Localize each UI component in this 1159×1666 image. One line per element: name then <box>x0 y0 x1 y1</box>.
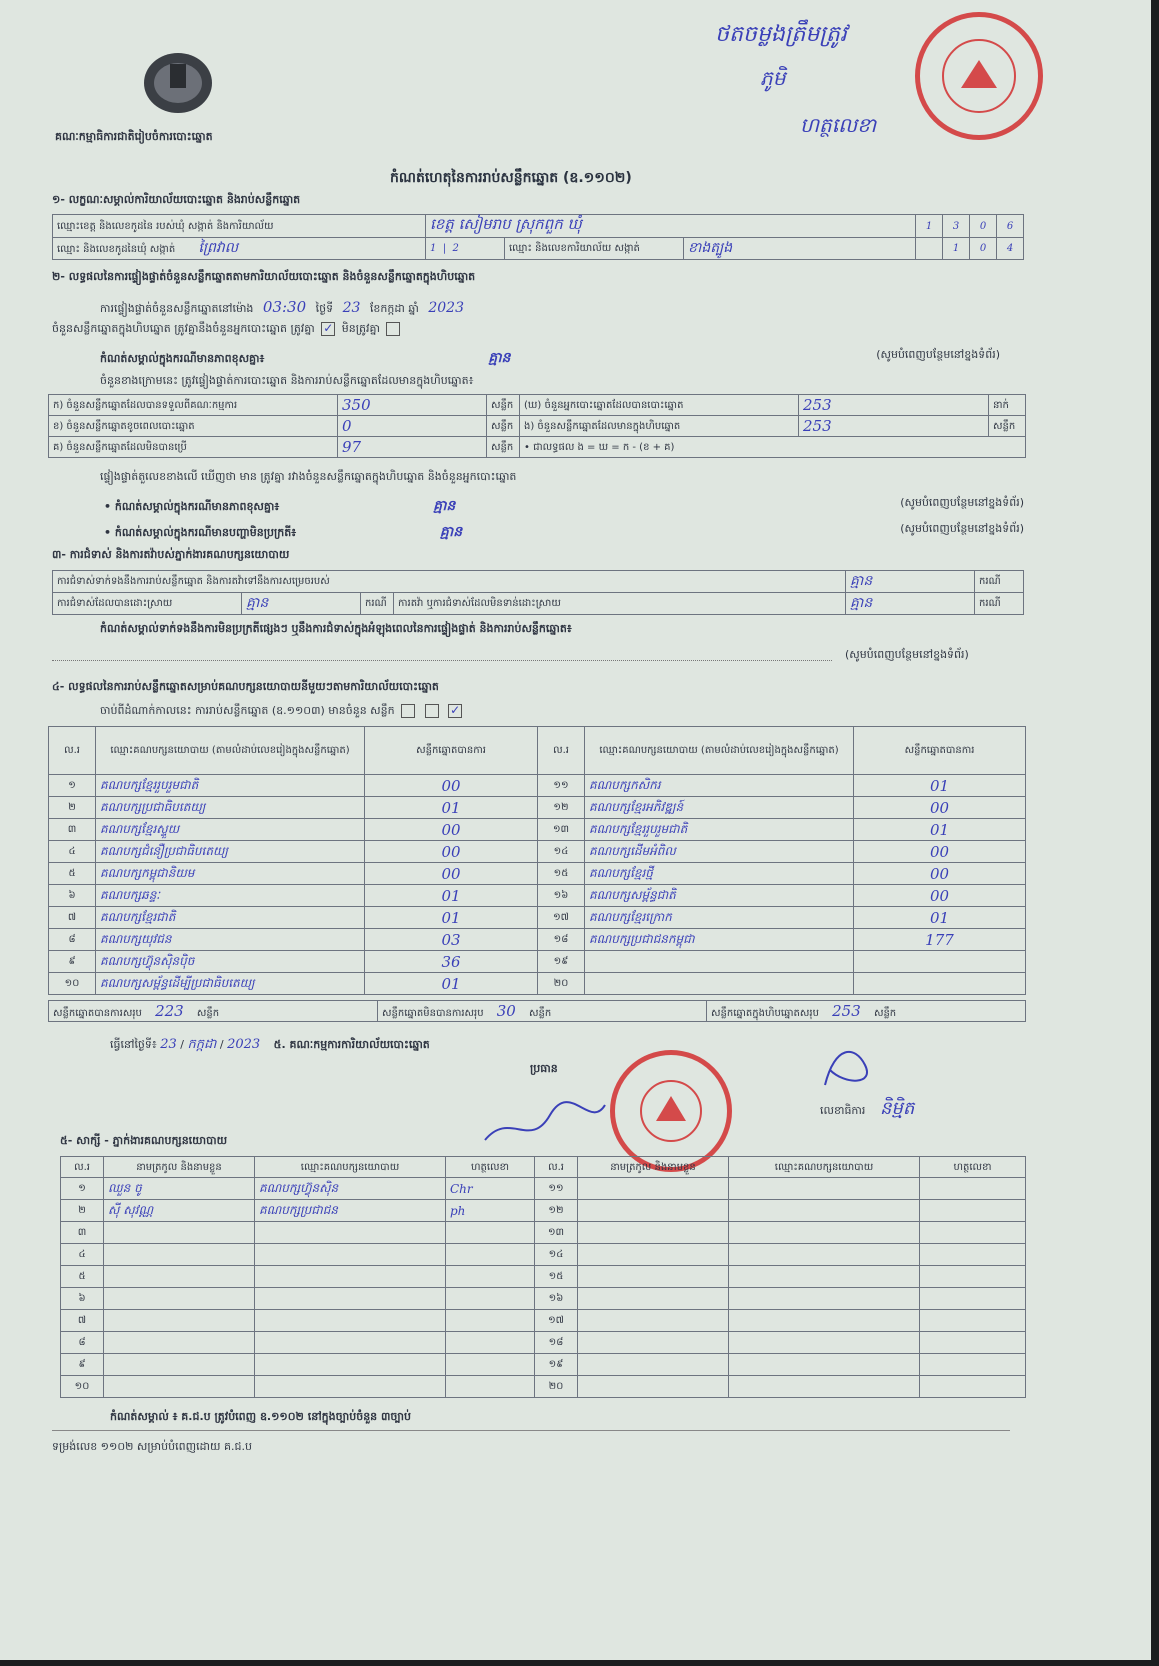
chief-label: ប្រធាន <box>530 1062 558 1075</box>
result-party: គណបក្សកសិករ <box>585 775 854 797</box>
result-votes <box>854 951 1026 973</box>
witness-signature[interactable] <box>446 1222 535 1244</box>
table-row <box>49 819 1026 841</box>
reason-label: កំណត់សម្គាល់ក្នុងករណីមានភាពខុសគ្នា៖ <box>100 352 265 365</box>
resolved-label: ការជំទាស់ដែលបានដោះស្រាយ <box>53 593 242 615</box>
witness-signature[interactable] <box>446 1376 535 1398</box>
witness-no: ២០ <box>535 1376 578 1398</box>
witness-name <box>578 1244 729 1266</box>
month-label: ខែកក្កដា <box>369 302 405 315</box>
secretary-label: លេខាធិការ <box>820 1104 866 1117</box>
witness-name <box>104 1376 255 1398</box>
witness-party <box>255 1310 446 1332</box>
col-no-header: ល.រ <box>538 727 585 775</box>
witness-no: ២ <box>61 1200 104 1222</box>
witness-no: ១០ <box>61 1376 104 1398</box>
witness-signature[interactable] <box>920 1332 1026 1354</box>
unresolved-value: គ្មាន <box>846 593 975 615</box>
result-party: គណបក្សហ៊្វុនស៊ិនប៉ិច <box>96 951 365 973</box>
result-no: ២០ <box>538 973 585 995</box>
day-label: ថ្ងៃទី <box>315 302 334 315</box>
col-party-header: ឈ្មោះគណបក្សនយោបាយ <box>729 1157 920 1178</box>
result-no: ១ <box>49 775 96 797</box>
result-votes: 36 <box>365 951 538 973</box>
table-row <box>49 951 1026 973</box>
objection-value: គ្មាន <box>846 571 975 593</box>
table-row <box>49 907 1026 929</box>
sheet-checkbox-2[interactable] <box>425 704 439 718</box>
bullet-1-note: (សូមបំពេញបន្ថែមនៅខ្នងទំព័រ) <box>900 496 1024 509</box>
total-valid-label: សន្លឹកឆ្នោតបានការសរុប <box>53 1007 142 1019</box>
col-no-header: ល.រ <box>61 1157 104 1178</box>
result-votes: 00 <box>854 841 1026 863</box>
objection-unit: ករណី <box>975 571 1024 593</box>
witness-signature[interactable] <box>920 1200 1026 1222</box>
section-3-note: (សូមបំពេញបន្ថែមនៅខ្នងទំព័រ) <box>845 648 969 661</box>
section-2-title: ២- លទ្ធផលនៃការផ្ទៀងផ្ទាត់ចំនួនសន្លឹកឆ្នោតតាមការិយាល័យបោះឆ្នោត និងចំនួនសន្លឹកឆ្នោតក្នុងហិបឆ្នោត <box>52 270 476 283</box>
count-value: 97 <box>338 437 487 458</box>
code-digit: 1 <box>916 215 943 238</box>
count-unit: សន្លឹក <box>487 395 520 416</box>
witness-party: គណបក្សហ៊្វុនស៊ិន <box>255 1178 446 1200</box>
result-no: ១១ <box>538 775 585 797</box>
result-party: គណបក្សសម្ព័ន្ធដើម្បីប្រជាធិបតេយ្យ <box>96 973 365 995</box>
unit: សន្លឹក <box>873 1007 897 1019</box>
unresolved-unit: ករណី <box>975 593 1024 615</box>
witness-party <box>729 1332 920 1354</box>
after-line: ផ្ទៀងផ្ទាត់តួលេខខាងលើ ឃើញថា មាន ត្រូវគ្នា រវាងចំនួនសន្លឹកឆ្នោតក្នុងហិបឆ្នោត និងចំនួនអ្នកបោះឆ្នោត <box>100 470 517 483</box>
table-row <box>49 929 1026 951</box>
result-no: ៥ <box>49 863 96 885</box>
witness-party: គណបក្សប្រជាជន <box>255 1200 446 1222</box>
witness-name <box>578 1376 729 1398</box>
code-digit: 3 <box>943 215 970 238</box>
result-no: ៦ <box>49 885 96 907</box>
official-seal-stamp <box>915 12 1043 140</box>
unit: សន្លឹក <box>529 1007 552 1019</box>
bullet-2-label: • កំណត់សម្គាល់ក្នុងករណីមានបញ្ហាមិនប្រក្រតី៖ <box>104 526 297 539</box>
col-votes-header: សន្លឹកឆ្នោតបានការ <box>854 727 1026 775</box>
resolved-unit: ករណី <box>361 593 394 615</box>
witness-party <box>255 1244 446 1266</box>
mismatch-checkbox[interactable] <box>386 322 400 336</box>
witness-name: ឈួន ចូ <box>104 1178 255 1200</box>
witness-no: ១៦ <box>535 1288 578 1310</box>
commune-label-text: ឈ្មោះ និងលេខកូដនៃឃុំ សង្កាត់ <box>57 244 176 255</box>
witness-name <box>104 1222 255 1244</box>
witness-name <box>578 1266 729 1288</box>
result-votes: 01 <box>365 885 538 907</box>
day-value: 23 <box>342 300 361 316</box>
result-party: គណបក្សខ្មែរក្រោក <box>585 907 854 929</box>
code-digit: 1 <box>430 243 437 254</box>
witness-no: ៤ <box>61 1244 104 1266</box>
table-row <box>61 1310 1026 1332</box>
result-party: គណបក្សខ្មែរថ្មី <box>585 863 854 885</box>
witness-party <box>255 1354 446 1376</box>
station-label: ឈ្មោះ និងលេខការិយាល័យ សង្កាត់ <box>505 238 684 260</box>
witness-signature[interactable] <box>446 1332 535 1354</box>
table-row <box>61 1332 1026 1354</box>
resolved-value: គ្មាន <box>242 593 361 615</box>
witness-party <box>255 1288 446 1310</box>
station-value: ខាងត្បូង <box>684 238 916 260</box>
counts-table <box>48 394 1026 458</box>
witness-signature[interactable]: Chr <box>446 1178 535 1200</box>
result-party: គណបក្សប្រជាធិបតេយ្យ <box>96 797 365 819</box>
witness-name <box>104 1266 255 1288</box>
section-1-title: ១- លក្ខណៈសម្គាល់ការិយាល័យបោះឆ្នោត និងរាប់សន្លឹកឆ្នោត <box>52 193 301 206</box>
result-no: ៧ <box>49 907 96 929</box>
result-party <box>585 973 854 995</box>
reason-note: (សូមបំពេញបន្ថែមនៅខ្នងទំព័រ) <box>876 348 1000 361</box>
result-party <box>585 951 854 973</box>
witness-signature[interactable] <box>920 1178 1026 1200</box>
table-row <box>49 841 1026 863</box>
emblem-icon <box>140 50 216 116</box>
witness-name <box>104 1244 255 1266</box>
match-text: ចំនួនសន្លឹកឆ្នោតក្នុងហិបឆ្នោត ត្រូវគ្នានឹងចំនួនអ្នកបោះឆ្នោត ត្រូវគ្នា <box>52 322 315 335</box>
witness-signature[interactable] <box>446 1310 535 1332</box>
count-value: 350 <box>338 395 487 416</box>
table-row <box>61 1200 1026 1222</box>
committee-seal-stamp <box>610 1050 732 1172</box>
witness-party <box>729 1266 920 1288</box>
result-no: ៣ <box>49 819 96 841</box>
col-no-header: ល.រ <box>49 727 96 775</box>
result-votes: 00 <box>854 863 1026 885</box>
date-day: 23 <box>160 1037 177 1052</box>
total-valid-cell <box>49 1001 378 1022</box>
section-3-title: ៣- ការជំទាស់ និងការតវ៉ាបស់ភ្នាក់ងារគណបក្សនយោបាយ <box>52 548 290 561</box>
section-4-intro-text: ចាប់ពីដំណាក់កាលនេះ ការរាប់សន្លឹកឆ្នោត (ឧ.១១០៣) មានចំនួន សន្លឹក <box>100 704 395 717</box>
secretary-signature <box>815 1040 875 1094</box>
result-no: ៩ <box>49 951 96 973</box>
witness-party <box>255 1266 446 1288</box>
section-2-intro: ចំនួនខាងក្រោមនេះ ត្រូវផ្ទៀងផ្ទាត់ការបោះឆ្នោត និងការរាប់សន្លឹកឆ្នោតដែលមានក្នុងហិបឆ្នោត៖ <box>100 374 474 387</box>
result-no: ១៥ <box>538 863 585 885</box>
handwritten-note-3: ហត្ថលេខា <box>800 113 877 137</box>
col-no-header: ល.រ <box>535 1157 578 1178</box>
table-row <box>61 1288 1026 1310</box>
witness-no: ១៨ <box>535 1332 578 1354</box>
witness-no: ១១ <box>535 1178 578 1200</box>
witness-signature[interactable] <box>920 1288 1026 1310</box>
result-no: ១៨ <box>538 929 585 951</box>
col-sign-header: ហត្ថលេខា <box>920 1157 1026 1178</box>
time-label: ការផ្ទៀងផ្ទាត់ចំនួនសន្លឹកឆ្នោតនៅម៉ោង <box>100 302 254 315</box>
dotted-line <box>52 650 832 661</box>
handwritten-note-2: ភូមិ <box>760 66 786 90</box>
match-line <box>52 322 403 338</box>
code-digit: 0 <box>970 215 997 238</box>
result-votes: 00 <box>365 841 538 863</box>
witness-no: ៨ <box>61 1332 104 1354</box>
witness-no: ១៣ <box>535 1222 578 1244</box>
witness-name <box>578 1288 729 1310</box>
witness-signature[interactable] <box>446 1266 535 1288</box>
chief-signature <box>480 1090 610 1154</box>
commune-code: 1 | 2 <box>426 238 505 260</box>
witness-name <box>578 1332 729 1354</box>
table-row <box>61 1266 1026 1288</box>
total-invalid-cell <box>378 1001 707 1022</box>
witness-party <box>729 1200 920 1222</box>
unresolved-label: ការតវ៉ា ឬការជំទាស់ដែលមិនទាន់ដោះស្រាយ <box>394 593 846 615</box>
col-party-header: ឈ្មោះគណបក្សនយោបាយ <box>255 1157 446 1178</box>
date-year: 2023 <box>227 1037 261 1052</box>
results-table <box>48 726 1026 995</box>
count-label: ក) ចំនួនសន្លឹកឆ្នោតដែលបានទទួលពីគណៈកម្មការ <box>49 395 338 416</box>
code-digit: 1 <box>943 238 970 260</box>
year-value: 2023 <box>428 300 464 316</box>
witness-name <box>578 1222 729 1244</box>
witness-no: ៥ <box>61 1266 104 1288</box>
province-label: ឈ្មោះខេត្ត និងលេខកូដនៃ របស់ឃុំ សង្កាត់ និងការិយាល័យ <box>53 215 426 238</box>
committee-name: គណៈកម្មាធិការជាតិរៀបចំការបោះឆ្នោត <box>55 130 213 143</box>
count-value-b: 253 <box>799 395 989 416</box>
bottom-note: ទម្រង់លេខ ១១០២ សម្រាប់បំពេញដោយ គ.ជ.ប <box>52 1440 252 1453</box>
objections-table <box>52 570 1024 615</box>
witness-signature[interactable]: ph <box>446 1200 535 1222</box>
commune-value: ព្រៃវាល <box>198 240 239 256</box>
count-value: 0 <box>338 416 487 437</box>
table-row <box>49 885 1026 907</box>
witness-no: ១៧ <box>535 1310 578 1332</box>
witness-no: ៩ <box>61 1354 104 1376</box>
total-valid-value: 223 <box>155 1001 184 1020</box>
witness-no: ១ <box>61 1178 104 1200</box>
witness-table <box>60 1156 1026 1398</box>
date-line: ធ្វើនៅថ្ងៃទី៖ 23 / កក្កដា / 2023 ៥. គណៈកម្មការការិយាល័យបោះឆ្នោត <box>110 1037 430 1052</box>
bullet-2-note: (សូមបំពេញបន្ថែមនៅខ្នងទំព័រ) <box>900 522 1024 535</box>
witness-party <box>729 1376 920 1398</box>
total-all-value: 253 <box>832 1001 861 1020</box>
witness-signature[interactable] <box>920 1354 1026 1376</box>
bullet-2 <box>104 522 1024 543</box>
total-invalid-label: សន្លឹកឆ្នោតមិនបានការសរុប <box>382 1007 484 1019</box>
results-body <box>49 775 1026 995</box>
witness-party <box>729 1354 920 1376</box>
sheet-checkbox-3[interactable]: ✓ <box>450 703 461 717</box>
form-title: កំណត់ហេតុនៃការរាប់សន្លឹកឆ្នោត (ឧ.១១០២) <box>390 170 632 186</box>
result-votes: 03 <box>365 929 538 951</box>
witness-no: ៦ <box>61 1288 104 1310</box>
result-party: គណបក្សសម្ព័ន្ធជាតិ <box>585 885 854 907</box>
witness-no: ១៩ <box>535 1354 578 1376</box>
result-no: ១៦ <box>538 885 585 907</box>
witness-signature[interactable] <box>920 1266 1026 1288</box>
bullet-2-value: គ្មាន <box>439 524 463 540</box>
result-party: គណបក្សប្រជាជនកម្ពុជា <box>585 929 854 951</box>
witness-party <box>255 1332 446 1354</box>
count-value-b: 253 <box>799 416 989 437</box>
table-row <box>61 1376 1026 1398</box>
count-label: គ) ចំនួនសន្លឹកឆ្នោតដែលមិនបានប្រើ <box>49 437 338 458</box>
date-month: កក្កដា <box>187 1037 217 1052</box>
unit: សន្លឹក <box>196 1007 220 1019</box>
col-sign-header: ហត្ថលេខា <box>446 1157 535 1178</box>
col-party-header: ឈ្មោះគណបក្សនយោបាយ (តាមលំដាប់លេខរៀងក្នុងសន្លឹកឆ្នោត) <box>585 727 854 775</box>
result-votes: 00 <box>854 885 1026 907</box>
section-4-title: ៤- លទ្ធផលនៃការរាប់សន្លឹកឆ្នោតសម្រាប់គណបក្សនយោបាយនីមួយៗតាមការិយាល័យបោះឆ្នោត <box>52 680 439 693</box>
table-row <box>61 1222 1026 1244</box>
reason-value: គ្មាន <box>488 350 511 366</box>
result-no: ១៧ <box>538 907 585 929</box>
total-invalid-value: 30 <box>496 1001 516 1020</box>
section-3-note-label: កំណត់សម្គាល់ទាក់ទងនឹងការមិនប្រក្រតីផ្សេងៗ ឬនឹងការជំទាស់ក្នុងអំឡុងពេលនៃការផ្ទៀងផ្ទាត់ និងការរាប់សន្លឹកឆ្នោត៖ <box>100 622 572 635</box>
result-no: ១០ <box>49 973 96 995</box>
table-row <box>61 1178 1026 1200</box>
result-votes: 01 <box>365 797 538 819</box>
spacer-cell <box>916 238 943 260</box>
handwritten-note: ថតចម្លងត្រឹមត្រូវ <box>715 22 847 47</box>
section-1-table <box>52 214 1024 260</box>
witness-signature[interactable] <box>920 1222 1026 1244</box>
result-votes <box>854 973 1026 995</box>
result-no: ១៩ <box>538 951 585 973</box>
result-votes: 177 <box>854 929 1026 951</box>
col-party-header: ឈ្មោះគណបក្សនយោបាយ (តាមលំដាប់លេខរៀងក្នុងសន្លឹកឆ្នោត) <box>96 727 365 775</box>
result-party: គណបក្សឆន្ទៈ <box>96 885 365 907</box>
result-no: ៨ <box>49 929 96 951</box>
bullet-1-label: • កំណត់សម្គាល់ក្នុងករណីមានភាពខុសគ្នា៖ <box>104 500 280 513</box>
witness-name <box>578 1310 729 1332</box>
witness-signature[interactable] <box>446 1244 535 1266</box>
table-row <box>61 1354 1026 1376</box>
count-unit-b: សន្លឹក <box>989 416 1026 437</box>
witness-name <box>104 1354 255 1376</box>
result-votes: 00 <box>365 775 538 797</box>
witness-no: ១៤ <box>535 1244 578 1266</box>
count-unit: សន្លឹក <box>487 437 520 458</box>
count-label: ខ) ចំនួនសន្លឹកឆ្នោតខូចពេលបោះឆ្នោត <box>49 416 338 437</box>
witness-no: ៣ <box>61 1222 104 1244</box>
match-checkbox[interactable]: ✓ <box>323 321 334 335</box>
witness-name: ស៊ី សុវណ្ណ <box>104 1200 255 1222</box>
witness-signature[interactable] <box>920 1376 1026 1398</box>
result-votes: 01 <box>365 973 538 995</box>
witness-party <box>255 1222 446 1244</box>
count-unit: សន្លឹក <box>487 416 520 437</box>
result-votes: 00 <box>365 819 538 841</box>
result-party: គណបក្សដើមអំពិល <box>585 841 854 863</box>
formula: • ជាលទ្ធផល ង = ឃ = ក - (ខ + គ) <box>520 437 1026 458</box>
witness-party <box>729 1288 920 1310</box>
total-all-cell <box>707 1001 1026 1022</box>
result-party: គណបក្សយុវជន <box>96 929 365 951</box>
table-row <box>49 797 1026 819</box>
result-no: ២ <box>49 797 96 819</box>
result-party: គណបក្សខ្មែរអភិវឌ្ឍន៍ <box>585 797 854 819</box>
witness-signature[interactable] <box>446 1288 535 1310</box>
witness-party <box>729 1178 920 1200</box>
code-digit: 0 <box>970 238 997 260</box>
table-row <box>49 863 1026 885</box>
result-votes: 00 <box>365 863 538 885</box>
count-label-b: ង) ចំនួនសន្លឹកឆ្នោតដែលមានក្នុងហិបឆ្នោត <box>520 416 799 437</box>
secretary-name: និម្មិត <box>880 1098 915 1119</box>
col-name-header: នាមត្រកូល និងនាមខ្លួន <box>578 1157 729 1178</box>
witness-name <box>578 1354 729 1376</box>
bullet-1 <box>104 496 1024 517</box>
result-no: ១៣ <box>538 819 585 841</box>
result-party: គណបក្សខ្មែររួបរួមជាតិ <box>96 775 365 797</box>
witness-name <box>578 1200 729 1222</box>
province-value: ខេត្ត សៀមរាប ស្រុកពួក ឃុំ <box>426 215 916 238</box>
result-votes: 01 <box>854 775 1026 797</box>
time-line <box>100 298 470 318</box>
section-5-title: ៥- សាក្សី - ភ្នាក់ងារគណបក្សនយោបាយ <box>60 1134 228 1147</box>
footnote: កំណត់សម្គាល់ ៖ គ.ជ.ប ត្រូវបំពេញ ឧ.១១០២ នៅក្នុងច្បាប់ចំនួន ៣ច្បាប់ <box>110 1410 411 1423</box>
witness-name <box>104 1310 255 1332</box>
section-4-intro <box>100 704 465 720</box>
count-unit-b: នាក់ <box>989 395 1026 416</box>
witness-signature[interactable] <box>446 1354 535 1376</box>
result-party: គណបក្សកម្ពុជានិយម <box>96 863 365 885</box>
result-party: គណបក្សខ្មែរស្ទួយ <box>96 819 365 841</box>
witness-party <box>729 1310 920 1332</box>
sheet-checkbox-1[interactable] <box>401 704 415 718</box>
year-label: ឆ្នាំ <box>408 302 419 315</box>
objection-label: ការជំទាស់ទាក់ទងនឹងការរាប់សន្លឹកឆ្នោត និងការតវ៉ាទៅនឹងការសម្រេចរបស់ <box>53 571 846 593</box>
result-votes: 01 <box>854 819 1026 841</box>
footer-divider <box>52 1430 1010 1431</box>
commune-label <box>53 238 426 260</box>
time-value: 03:30 <box>262 298 307 316</box>
table-row <box>61 1244 1026 1266</box>
col-votes-header: សន្លឹកឆ្នោតបានការ <box>365 727 538 775</box>
witness-signature[interactable] <box>920 1310 1026 1332</box>
bullet-1-value: គ្មាន <box>433 498 456 514</box>
result-party: គណបក្សជំនឿប្រជាធិបតេយ្យ <box>96 841 365 863</box>
result-no: ១៤ <box>538 841 585 863</box>
result-party: គណបក្សខ្មែរជាតិ <box>96 907 365 929</box>
witness-party <box>255 1376 446 1398</box>
date-label: ធ្វើនៅថ្ងៃទី៖ <box>110 1038 157 1051</box>
col-name-header: នាមត្រកូល និងនាមខ្លួន <box>104 1157 255 1178</box>
table-row <box>49 973 1026 995</box>
witness-name <box>104 1288 255 1310</box>
table-row <box>49 775 1026 797</box>
committee-label: ៥. គណៈកម្មការការិយាល័យបោះឆ្នោត <box>273 1038 430 1051</box>
mismatch-label: មិនត្រូវគ្នា <box>341 322 380 335</box>
witness-signature[interactable] <box>920 1244 1026 1266</box>
witness-body <box>61 1178 1026 1398</box>
witness-no: ៧ <box>61 1310 104 1332</box>
result-no: ៤ <box>49 841 96 863</box>
result-party: គណបក្សខ្មែររួបរួមជាតិ <box>585 819 854 841</box>
total-all-label: សន្លឹកឆ្នោតក្នុងហិបឆ្នោតសរុប <box>711 1007 819 1019</box>
result-votes: 00 <box>854 797 1026 819</box>
witness-no: ១២ <box>535 1200 578 1222</box>
code-digit: 2 <box>452 243 459 254</box>
result-votes: 01 <box>854 907 1026 929</box>
witness-name <box>104 1332 255 1354</box>
witness-party <box>729 1222 920 1244</box>
totals-table <box>48 1000 1026 1022</box>
witness-name <box>578 1178 729 1200</box>
witness-party <box>729 1244 920 1266</box>
result-no: ១២ <box>538 797 585 819</box>
reason-line <box>100 348 1000 369</box>
witness-no: ១៥ <box>535 1266 578 1288</box>
result-votes: 01 <box>365 907 538 929</box>
code-digit: 4 <box>997 238 1024 260</box>
code-digit: 6 <box>997 215 1024 238</box>
count-label-b: (ឃ) ចំនួនអ្នកបោះឆ្នោតដែលបានបោះឆ្នោត <box>520 395 799 416</box>
